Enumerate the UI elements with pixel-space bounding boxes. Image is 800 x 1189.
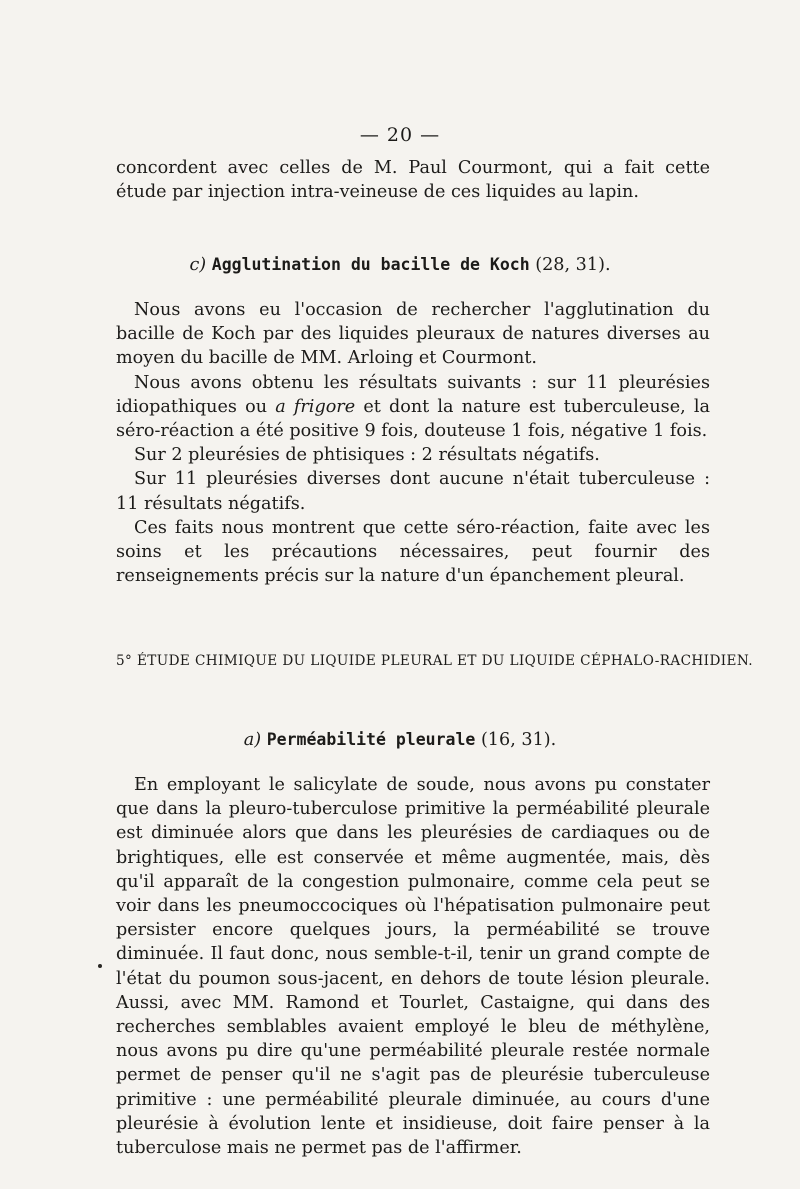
subsection-letter: c) xyxy=(189,255,207,275)
section-heading-5: 5° ÉTUDE CHIMIQUE DU LIQUIDE PLEURAL ET DU LIQUIDE CÉPHALO-RACHIDIEN. xyxy=(116,653,753,669)
paragraph-permeability: En employant le salicylate de soude, nous avons pu constater que dans la pleuro-tuberculose primitive la perméabilité pleurale est diminuée alors que dans les pleurésies de cardiaques ou de brightiques, elle est conservée et même augmentée, mais, dès qu'il apparaît de la congestion pulmonaire, comme cela peut se voir dans les pneumoccociques où l'hépatisation pulmonaire peut persister encore quelques jours, la perméabilité se trouve diminuée. Il faut donc, nous semble-t-il, tenir un grand compte de l'état du poumon sous-jacent, en dehors de toute lésion pleurale. Aussi, avec MM. Ramond et Tourlet, Castaigne, qui dans des recherches semblables avaient employé le bleu de méthylène, nous avons pu dire qu'une perméabilité pleurale restée normale permet de penser qu'il ne s'agit pas de pleurésie tuberculeuse primitive : une perméabilité pleurale diminuée, au cours d'une pleurésie à évolution lente et insidieuse, doit faire penser à la tuberculose mais ne permet pas de l'affirmer. xyxy=(116,775,710,1159)
paragraph-koch-4: Sur 11 pleurésies diverses dont aucune n'était tuberculeuse : 11 résultats négatifs. xyxy=(116,469,710,514)
paragraph-text: et dont la nature est tuberculeuse, la séro-réaction a été positive 9 fois, douteuse 1 fois, négative 1 fois. xyxy=(116,396,711,442)
paragraph-text: Nous avons obtenu les résultats suivants : sur 11 pleurésies idiopathiques ou xyxy=(116,372,710,417)
subsection-title: Agglutination du bacille de Koch xyxy=(211,255,530,274)
intro-paragraph xyxy=(116,156,710,204)
subsection-refs: (16, 31). xyxy=(480,730,557,750)
margin-dot xyxy=(98,964,102,968)
subsection-heading-c xyxy=(0,255,800,275)
paragraph-koch-3: Sur 2 pleurésies de phtisiques : 2 résultats négatifs. xyxy=(134,445,600,466)
subsection-letter: a) xyxy=(243,730,262,750)
subsection-refs: (28, 31). xyxy=(535,255,611,275)
italic-term: a frigore xyxy=(275,396,356,417)
page-number: — 20 — xyxy=(359,124,441,146)
subsection-title: Perméabilité pleurale xyxy=(266,730,476,749)
permeability-section-body xyxy=(116,773,710,1160)
koch-section-body xyxy=(116,298,710,588)
paragraph-intro: concordent avec celles de M. Paul Courmont, qui a fait cette étude par injection intra-veineuse de ces liquides au lapin. xyxy=(116,158,710,203)
paragraph-koch-1: Nous avons eu l'occasion de rechercher l'agglutination du bacille de Koch par des liquides pleuraux de natures diverses au moyen du bacille de MM. Arloing et Courmont. xyxy=(116,300,710,369)
paragraph-koch-2 xyxy=(116,371,710,444)
paragraph-koch-5: Ces faits nous montrent que cette séro-réaction, faite avec les soins et les précautions nécessaires, peut fournir des renseignements précis sur la nature d'un épanchement pleural. xyxy=(116,517,710,587)
subsection-heading-a xyxy=(0,730,800,750)
